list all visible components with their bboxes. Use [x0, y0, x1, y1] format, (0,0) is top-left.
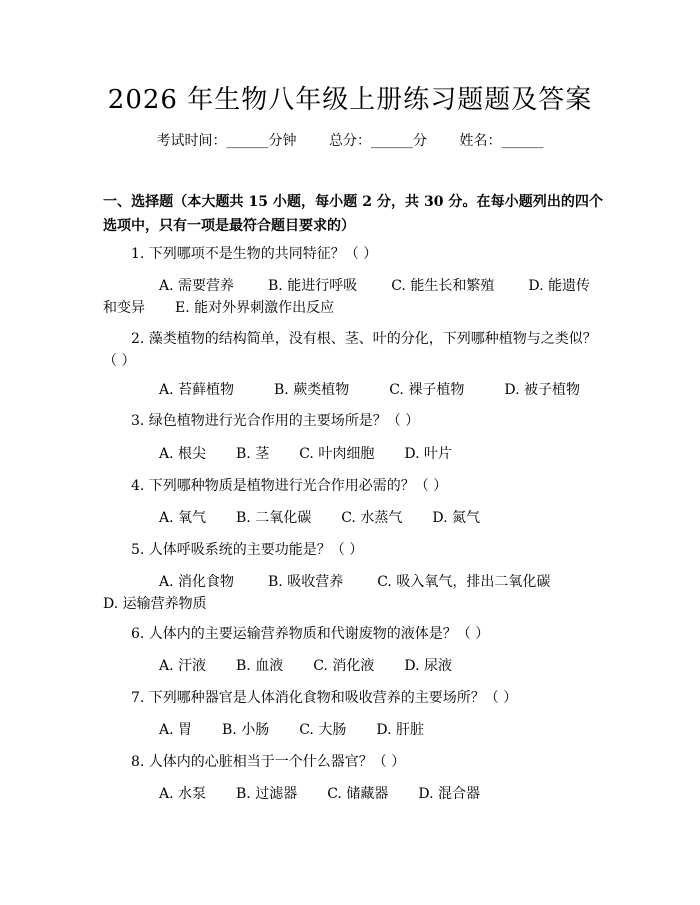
option: C. 大肠 — [299, 722, 347, 738]
question-options — [103, 379, 603, 401]
option: A. 根尖 — [159, 446, 207, 462]
question-stem: 5. 人体呼吸系统的主要功能是？（ ） — [131, 542, 364, 558]
option: B. 二氧化碳 — [236, 510, 312, 526]
question-options — [103, 655, 603, 677]
option: A. 汗液 — [159, 658, 207, 674]
total-score-field: 总分：______分 — [329, 133, 427, 149]
question-stem: 4. 下列哪种物质是植物进行光合作用必需的？（ ） — [131, 478, 448, 494]
option: C. 能生长和繁殖 — [391, 278, 495, 294]
option: B. 能进行呼吸 — [268, 278, 358, 294]
option: B. 吸收营养 — [268, 574, 344, 590]
section-heading: 一、选择题（本大题共 15 小题，每小题 2 分，共 30 分。在每小题列出的四个选项中，只有一项是最符合题目要求的） — [103, 194, 603, 234]
question-stem: 3. 绿色植物进行光合作用的主要场所是？（ ） — [131, 413, 420, 429]
option: D. 氮气 — [432, 510, 480, 526]
option: C. 叶肉细胞 — [299, 446, 375, 462]
option: C. 储藏器 — [327, 786, 389, 802]
option: B. 血液 — [236, 658, 284, 674]
student-name-field: 姓名：______ — [459, 133, 544, 149]
option: C. 吸入氧气，排出二氧化碳 — [377, 574, 551, 590]
question-stem: 8. 人体内的心脏相当于一个什么器官？（ ） — [131, 754, 406, 770]
option: B. 茎 — [236, 446, 270, 462]
option: A. 水泵 — [159, 786, 207, 802]
question-options — [103, 571, 603, 615]
exam-time-field: 考试时间：______分钟 — [156, 133, 297, 149]
option: C. 消化液 — [313, 658, 375, 674]
option: A. 氧气 — [159, 510, 207, 526]
option: A. 胃 — [159, 722, 193, 738]
option: A. 需要营养 — [159, 278, 235, 294]
option: B. 蕨类植物 — [274, 382, 350, 398]
option: D. 混合器 — [418, 786, 480, 802]
question-stem: 2. 藻类植物的结构简单，没有根、茎、叶的分化，下列哪种植物与之类似？（ ） — [103, 331, 597, 369]
option: C. 水蒸气 — [341, 510, 403, 526]
question-options — [103, 783, 603, 805]
question-stem: 7. 下列哪种器官是人体消化食物和吸收营养的主要场所？（ ） — [131, 690, 518, 706]
option: D. 叶片 — [404, 446, 452, 462]
question-options — [103, 275, 600, 319]
option: A. 苔藓植物 — [159, 382, 235, 398]
option: A. 消化食物 — [159, 574, 235, 590]
question-stem: 6. 人体内的主要运输营养物质和代谢废物的液体是？（ ） — [131, 626, 490, 642]
option: D. 被子植物 — [504, 382, 580, 398]
option: E. 能对外界刺激作出反应 — [175, 300, 335, 316]
option: D. 运输营养物质 — [103, 596, 207, 612]
option: C. 裸子植物 — [389, 382, 465, 398]
option: B. 过滤器 — [236, 786, 298, 802]
question-stem: 1. 下列哪项不是生物的共同特征？（ ） — [131, 246, 378, 262]
option: D. 能遗传和变异 — [103, 278, 590, 316]
question-options — [103, 719, 603, 741]
question-options — [103, 507, 603, 529]
question-options — [103, 443, 603, 465]
option: B. 小肠 — [222, 722, 270, 738]
document-title: 2026 年生物八年级上册练习题题及答案 — [107, 85, 593, 115]
option: D. 肝脏 — [376, 722, 424, 738]
exam-info-line — [0, 130, 700, 152]
option: D. 尿液 — [404, 658, 452, 674]
